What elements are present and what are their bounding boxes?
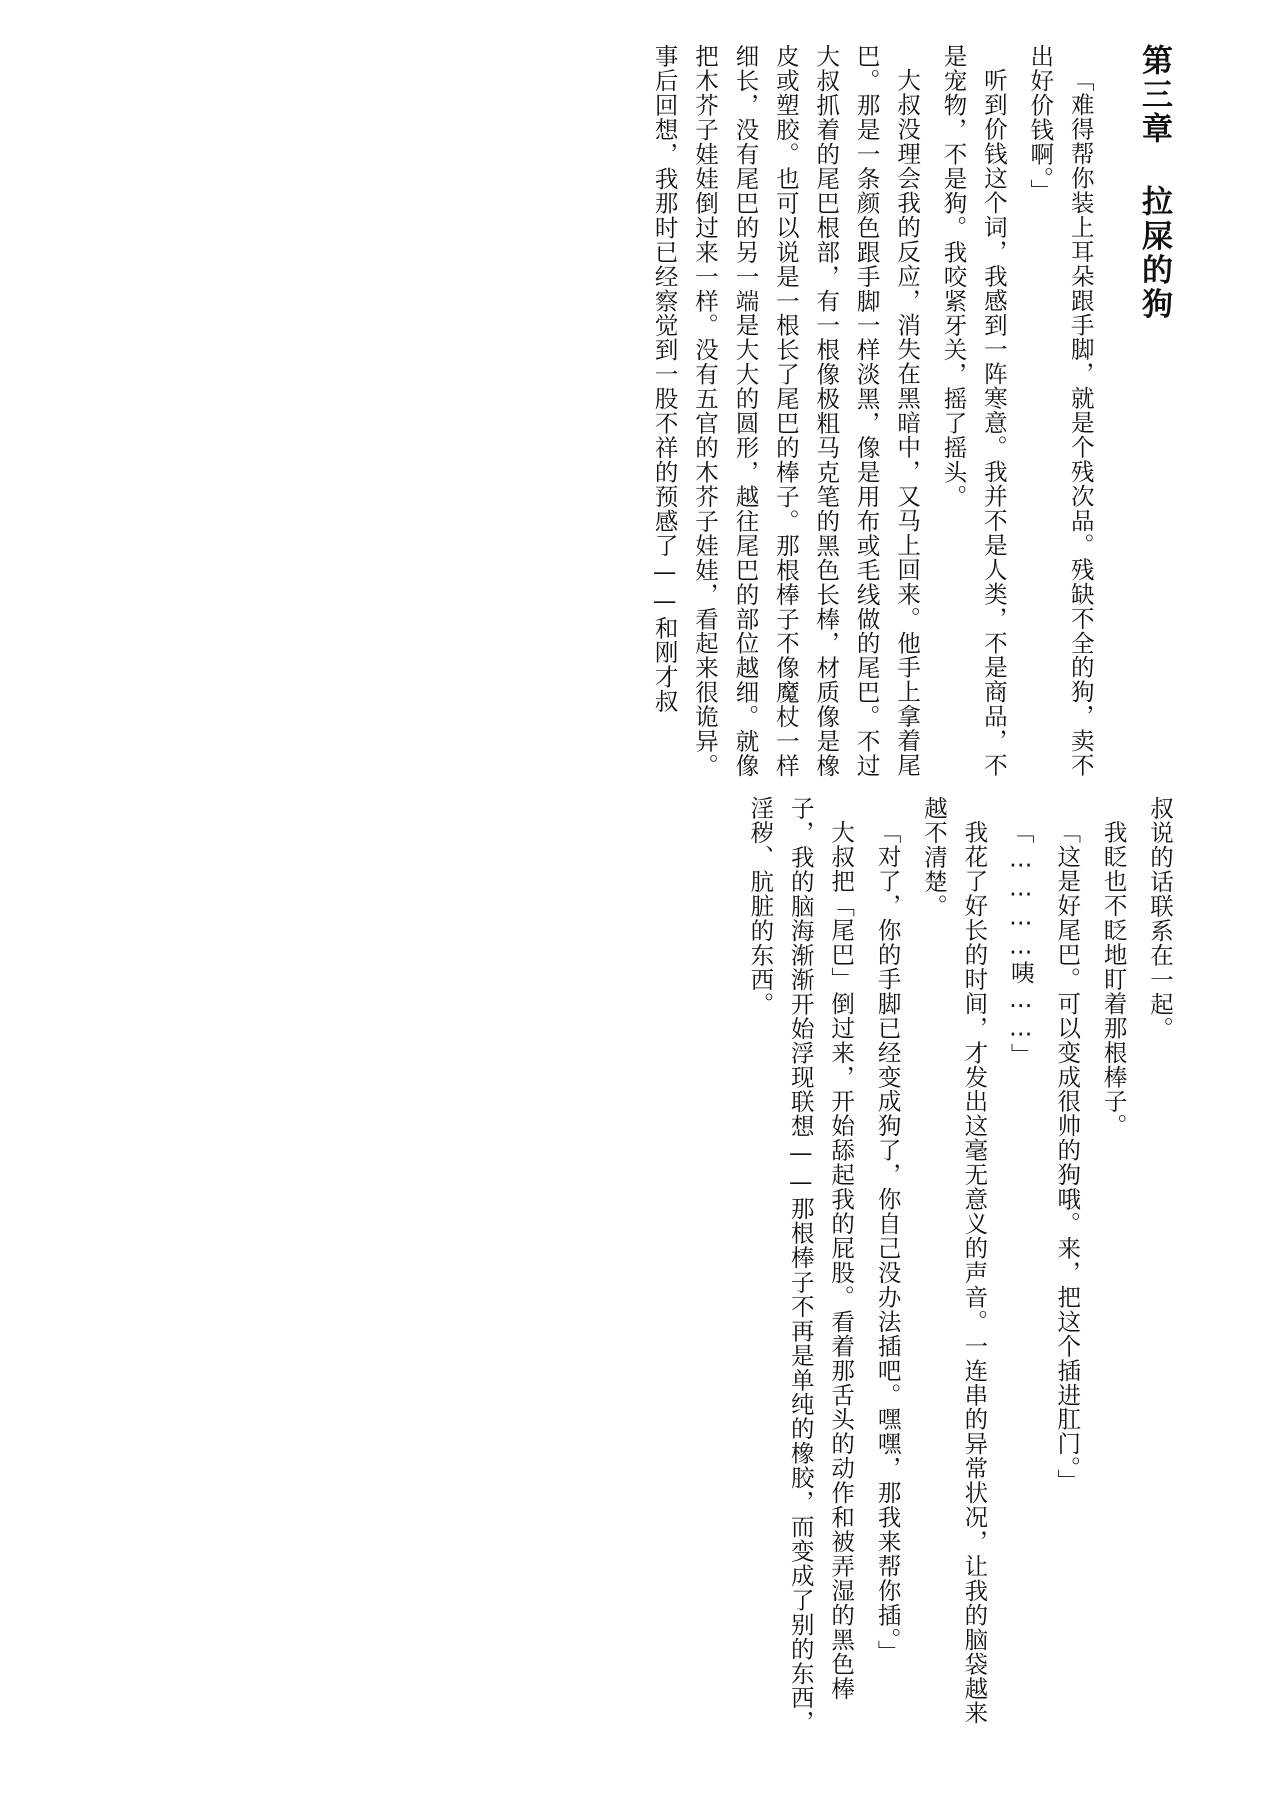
paragraph: 听到价钱这个词，我感到一阵寒意。我并不是人类，不是商品，不是宠物，不是狗。我咬紧牙关，摇了摇头。 [939,44,1008,777]
paragraph: 「…………咦……」 [1006,819,1035,1067]
paragraph: 叔说的话联系在一起。 [1146,796,1174,1041]
text-block-bottom [100,796,1180,1736]
paragraph: 我眨也不眨地盯着那根棒子。 [1099,819,1128,1138]
paragraph: 大叔把「尾巴」倒过来，开始舔起我的屁股。看着那舌头的动作和被弄湿的黑色棒子，我的脑海渐渐开始浮现联想——那根棒子不再是单纯的橡胶，而变成了别的东西，淫秽、肮脏的东西。 [746,796,856,1735]
paragraph: 大叔没理会我的反应，消失在黑暗中，又马上回来。他手上拿着尾巴。那是一条颜色跟手脚一样淡黑，像是用布或毛线做的尾巴。不过大叔抓着的尾巴根部，有一根像极粗马克笔的黑色长棒，材质像是橡皮或塑胶。也可以说是一根长了尾巴的棒子。那根棒子不像魔杖一样细长，没有尾巴的另一端是大大的圆形，越往尾巴的部位越细。就像把木芥子娃娃倒过来一样。没有五官的木芥子娃娃，看起来很诡异。事后回想，我那时已经察觉到一股不祥的预感了——和刚才叔 [650,44,922,778]
paragraph: 「对了，你的手脚已经变成狗了，你自己没办法插吧。嘿嘿，那我来帮你插。」 [873,819,902,1664]
paragraph: 「这是好尾巴。可以变成很帅的狗哦。来，把这个插进肛门。」 [1053,819,1082,1493]
text-block-top [100,44,1180,784]
chapter-title: 第三章 拉屎的狗 [1136,44,1172,322]
paragraph: 我花了好长的时间，才发出这毫无意义的声音。一连串的异常状况，让我的脑袋越来越不清楚。 [919,796,989,1725]
paragraph: 「难得帮你装上耳朵跟手脚，就是个残次品。残缺不全的狗，卖不出好价钱啊。」 [1026,44,1095,777]
